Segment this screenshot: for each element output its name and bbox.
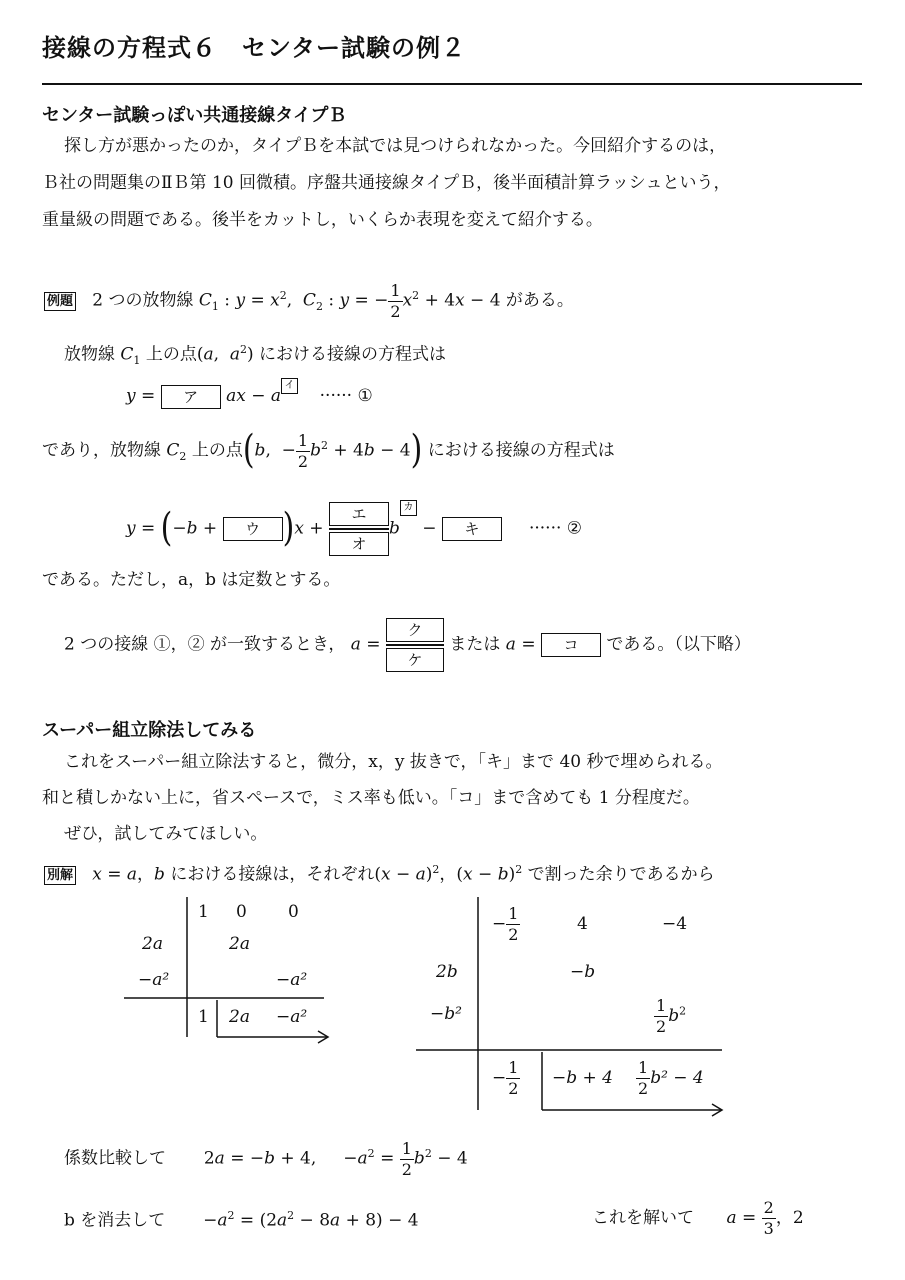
- c2-label: C: [302, 290, 316, 311]
- table2-coef: 4: [577, 914, 588, 934]
- answer-box-i[interactable]: イ: [281, 378, 298, 394]
- answer-box-o[interactable]: オ: [329, 532, 389, 556]
- alternative-solution-line: 別解 x = a，b における接線は，それぞれ$(x - a)^2$，$(x - b)^2$ で割った余りであるから: [44, 852, 715, 893]
- paragraph-line: これをスーパー組立除法すると，微分，x，y 抜きで，「キ」まで 40 秒で埋められる。: [64, 752, 723, 772]
- table2-multiplier: −b²: [430, 1004, 462, 1024]
- text: b を消去して: [64, 1210, 166, 1231]
- table1-result: 2a: [229, 1007, 250, 1027]
- table1-result: 1: [198, 1007, 209, 1027]
- frac-num: 1: [508, 904, 519, 923]
- table1-product: −a²: [276, 970, 308, 990]
- table2-result: −b + 4: [552, 1068, 613, 1088]
- table2-multiplier: 2b: [436, 962, 458, 982]
- answer-box-ko[interactable]: コ: [541, 633, 601, 657]
- text: 放物線: [64, 344, 115, 365]
- paragraph-line: 重量級の問題である。後半をカットし，いくらか表現を変えて紹介する。: [42, 210, 603, 230]
- table2-coef: −4: [662, 914, 688, 934]
- example-line-2: 放物線 $C_1$ 上の点(a, $a^2$) における接線の方程式は: [64, 343, 447, 368]
- table2-result-lead: − $\frac{1}{2}$: [492, 1058, 519, 1098]
- answer-box-ki[interactable]: キ: [442, 517, 502, 541]
- fraction-half: $\frac{1}{2}$: [390, 280, 401, 321]
- text: で割った余りであるから: [527, 864, 715, 885]
- solve-line: これを解いて a = $\frac{2}{3}$ ，2: [592, 1198, 804, 1238]
- table1-coef: 0: [288, 902, 299, 922]
- text: ，2: [775, 1208, 804, 1228]
- paragraph-line: 探し方が悪かったのか，タイプＢを本試では見つけられなかった。今回紹介するのは，: [64, 136, 727, 156]
- equation-2: y = (−b + ウ )x + $\frac{\text{エ}}{\text{オ}}$ bカ − キ ······ ②: [126, 500, 582, 558]
- equation-1: y = ア ax − aイ ······ ①: [126, 378, 373, 414]
- table1-coef: 1: [198, 902, 209, 922]
- equation-number: ······ ②: [528, 518, 583, 539]
- text: 係数比較して: [64, 1148, 166, 1169]
- compare-coefficients-line: 係数比較して 2a = −b + 4, $-a^2$ = $\frac{1}{2}$ $b^2 - 4$: [64, 1138, 468, 1179]
- text: これを解いて: [592, 1208, 694, 1228]
- text: における接線は，それぞれ: [170, 864, 375, 885]
- section-heading-type-b: センター試験っぽい共通接線タイプＢ: [42, 105, 347, 126]
- table1-coef: 0: [236, 902, 247, 922]
- table2-lead-coef: − $\frac{1}{2}$: [492, 904, 519, 944]
- answer-box-a[interactable]: ア: [161, 385, 221, 409]
- example-tag: 例題: [44, 292, 76, 311]
- section-heading-super-division: スーパー組立除法してみる: [42, 720, 257, 741]
- table1-multiplier: −a²: [138, 970, 170, 990]
- equation-number: ······ ①: [319, 386, 373, 406]
- c1-label: C: [198, 290, 212, 311]
- answer-box-u[interactable]: ウ: [223, 517, 283, 541]
- example-line-3: であり，放物線 $C_2$ 上の点(b, − $\frac{1}{2}$ $b^2 + 4b - 4$) における接線の方程式は: [42, 427, 615, 474]
- example-intro: 2 つの放物線: [92, 290, 194, 311]
- text: における接線の方程式は: [427, 440, 615, 461]
- text: または: [449, 634, 501, 655]
- frac-den: 2: [508, 925, 519, 944]
- text: 上の点: [191, 440, 243, 461]
- paragraph-line: Ｂ社の問題集のⅡＢ第 10 回微積。序盤共通接線タイプＢ，後半面積計算ラッシュという，: [42, 173, 731, 193]
- paragraph-line: ぜひ，試してみてほしい。: [64, 824, 268, 844]
- table1-product: 2a: [229, 934, 250, 954]
- example-line-5: 2 つの接線 ①，② が一致するとき， a = $\frac{\text{ク}}{\text{ケ}}$ または a = コ である。（以下略）: [64, 616, 751, 674]
- paragraph-line: 和と積しかない上に，省スペースで，ミス率も低い。「コ」まで含めても 1 分程度だ。: [42, 788, 700, 808]
- answer-box-ku[interactable]: ク: [386, 618, 444, 642]
- table1-result: −a²: [276, 1007, 308, 1027]
- table1-multiplier: 2a: [142, 934, 163, 954]
- text: である。（以下略）: [606, 634, 751, 655]
- alt-solution-tag: 別解: [44, 866, 76, 885]
- eliminate-line: b を消去して $-a^2 = (2a^2 - 8a + 8) - 4$: [64, 1209, 419, 1231]
- text: b² − 4: [650, 1068, 704, 1088]
- text: 2 つの接線 ①，② が一致するとき，: [64, 634, 346, 655]
- answer-box-ke[interactable]: ケ: [386, 648, 444, 672]
- text: であり，放物線: [42, 440, 161, 461]
- example-suffix: がある。: [505, 290, 574, 311]
- table2-product: −b: [570, 962, 596, 982]
- text: における接線の方程式は: [259, 344, 447, 365]
- answer-box-e[interactable]: エ: [329, 502, 389, 526]
- answer-box-ka[interactable]: カ: [400, 500, 417, 516]
- text: 上の点: [145, 344, 197, 365]
- page-title: 接線の方程式６ センター試験の例２: [42, 34, 467, 62]
- table2-product-half-b2: $\frac{1}{2}$ $b^2$: [656, 996, 687, 1036]
- example-line-4: である。ただし，a，b は定数とする。: [42, 570, 341, 590]
- table2-result-last: $\frac{1}{2}$ b² − 4: [638, 1058, 704, 1098]
- example-statement: 例題 2 つの放物線 $C_1$ : $y = x^2$, $C_2$ : y = − $\frac{1}{2}$ $x^2 + 4x - 4$ がある。: [44, 278, 574, 325]
